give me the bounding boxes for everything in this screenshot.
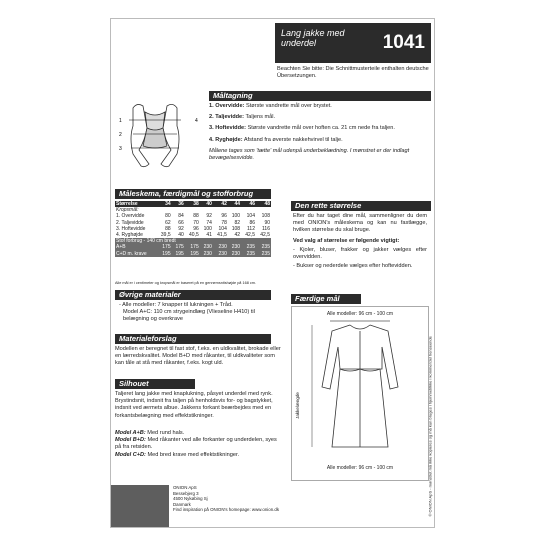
size-cell: 86 bbox=[249, 219, 255, 226]
size-cell: 42,5 bbox=[260, 232, 270, 239]
ovrige-line-1: - Alle modeller: 7 knapper til lukningen + Tråd. bbox=[119, 302, 233, 308]
advice-item: - Bukser og nederdele vælges efter hoftevidden. bbox=[293, 263, 413, 270]
size-header-cell: 46 bbox=[241, 201, 256, 207]
size-header-cell: 34 bbox=[157, 201, 172, 207]
advice-heading: Ved valg af størrelse er følgende vigtigt: bbox=[293, 237, 400, 244]
title-block bbox=[275, 23, 431, 63]
size-cell: 42 bbox=[234, 232, 241, 239]
footer-bar bbox=[111, 485, 169, 528]
silhouet-models bbox=[115, 430, 283, 459]
silhouet-text: Taljeret lang jakke med knaplukning, påsyet underdel med rynk. Brystindsnit, indsnit fra taljen på henholdsvis for- og bagstykket, indsnit ved ærmets albue. Jakkens forkant beærbejdes med en forkantsbelægning med effektstikninger. bbox=[115, 391, 273, 419]
rette-storrelse-heading: Den rette størrelse bbox=[291, 201, 431, 211]
model-text: Med bred krave med effektstikninger. bbox=[147, 451, 240, 458]
size-cell: 235 bbox=[241, 251, 256, 257]
size-cell: 100 bbox=[231, 213, 241, 220]
measure-num: 4. Ryghøjde: bbox=[209, 136, 243, 143]
pattern-number: 1041 bbox=[382, 32, 425, 53]
finished-width-label: Alle modeller: 96 cm - 100 cm bbox=[326, 311, 394, 317]
model-label: Model B+D: bbox=[115, 437, 146, 444]
body-measure-figure bbox=[115, 98, 205, 178]
size-row-label: 3. Hoftevidde bbox=[116, 225, 146, 232]
size-row-label: A+B bbox=[115, 244, 157, 250]
title-line-1: Lang jakke med bbox=[281, 28, 345, 38]
footer-city: 4500 Nykøbing Sj bbox=[173, 496, 208, 502]
footer-company: ONION ApS bbox=[173, 485, 197, 490]
size-cell: 39,5 bbox=[160, 232, 171, 239]
length-label-wrap bbox=[294, 387, 310, 427]
size-header-label: Størrelse bbox=[115, 201, 157, 207]
size-row-label: 2. Taljevidde bbox=[116, 219, 144, 226]
size-cell: 96 bbox=[193, 225, 199, 232]
size-table bbox=[115, 201, 271, 257]
maleskema-heading: Måleskema, færdigmål og stofforbrug bbox=[115, 189, 271, 199]
measure-num: 3. Hoftevidde: bbox=[209, 125, 246, 132]
measure-note: Målene tages som 'tætte' mål udenpå underbeklædning. I mønstret er der indlagt bevægelsesvidde. bbox=[209, 147, 410, 162]
finished-bottom-label: Alle modeller: 96 cm - 100 cm bbox=[326, 465, 394, 471]
size-header-cell: 48 bbox=[256, 201, 271, 207]
size-cell: 80 bbox=[165, 213, 171, 220]
size-cell: 230 bbox=[228, 251, 241, 257]
model-line bbox=[115, 437, 283, 451]
size-cell: 74 bbox=[206, 219, 212, 226]
size-cell: 40,5 bbox=[189, 232, 199, 239]
size-row-label: C+D m. krave bbox=[115, 251, 157, 257]
size-cell: 92 bbox=[178, 225, 184, 232]
size-cell: 108 bbox=[261, 213, 270, 220]
german-note: Beachten Sie bitte: Die Schnittmusterteile enthalten deutsche Übersetzungen. bbox=[277, 66, 429, 79]
size-cell: 82 bbox=[234, 219, 241, 226]
size-cell: 100 bbox=[203, 225, 212, 232]
pattern-sheet bbox=[110, 18, 435, 528]
size-cell: 96 bbox=[221, 213, 227, 220]
materialeforslag-text: Modellen er beregnet til fast stof, f.eks. en uldkvalitet, brokade eller en lærredskvalitet. Model B+D med råkanter, til uldkvaliteter som kan tåle at stå med råkanter, f.eks. kogt uld. bbox=[115, 346, 281, 367]
size-cell: 235 bbox=[241, 244, 256, 250]
footer-country: Danmark bbox=[173, 501, 191, 507]
size-cell: 230 bbox=[200, 244, 213, 250]
ovrige-body bbox=[119, 302, 279, 324]
size-row bbox=[115, 213, 271, 219]
size-header-cell: 42 bbox=[213, 201, 228, 207]
size-cell: 41 bbox=[206, 232, 212, 239]
size-cell: 104 bbox=[218, 225, 227, 232]
size-cell: 66 bbox=[178, 219, 184, 226]
length-label: Jakkelængde bbox=[294, 392, 300, 419]
kropsmal-label: Kropsmål: bbox=[116, 207, 139, 214]
size-header-cell: 36 bbox=[172, 201, 185, 207]
figure-label-4: 4 bbox=[195, 118, 198, 124]
size-table-wrap bbox=[115, 201, 271, 257]
size-cell: 230 bbox=[213, 251, 228, 257]
advice-item: - Kjoler, bluser, frakker og jakker vælges efter overvidden. bbox=[293, 246, 427, 261]
ovrige-heading: Øvrige materialer bbox=[115, 290, 271, 300]
measure-item bbox=[209, 125, 431, 132]
measure-num: 1. Overvidde: bbox=[209, 103, 245, 109]
pattern-title bbox=[281, 28, 371, 48]
figure-label-2: 2 bbox=[119, 132, 122, 138]
size-cell: 78 bbox=[221, 219, 227, 226]
size-cell: 70 bbox=[193, 219, 199, 226]
model-line bbox=[115, 452, 283, 459]
ovrige-line-2: Model A+C: 110 cm strygeindlæg (Vlieseline H410) til belægning og overkrave bbox=[123, 309, 255, 323]
size-cell: 88 bbox=[193, 213, 199, 220]
size-cell: 230 bbox=[200, 251, 213, 257]
size-cell: 195 bbox=[185, 251, 200, 257]
rette-storrelse-text: Efter du har taget dine mål, sammenligner du dem med ONION's måleskema og kan nu fastlægge, hvilken størrelse du skal bruge. bbox=[293, 213, 427, 234]
finished-dress-box bbox=[291, 306, 429, 481]
size-row-label: 4. Ryghøjde bbox=[116, 232, 143, 239]
measure-text: Største vandrette mål over brystet. bbox=[246, 103, 332, 109]
size-cell: 90 bbox=[264, 219, 270, 226]
fabric-label: Stof forbrug - 140 cm bredt bbox=[115, 238, 271, 244]
faerdige-mal-heading: Færdige mål bbox=[291, 294, 361, 304]
size-cell: 84 bbox=[178, 213, 184, 220]
size-cell: 112 bbox=[247, 225, 255, 232]
measure-text: Taljens mål. bbox=[245, 114, 276, 121]
size-cell: 230 bbox=[228, 244, 241, 250]
size-cell: 195 bbox=[172, 251, 185, 257]
copyright-text: © ONION ApS - mønstret må ikke kopieres og må kun bruges i hjemmet/ikke i kommerciel henseende bbox=[427, 336, 433, 517]
model-text: Med råkanter ved alle forkanter og underdelen, syes på fra retsiden. bbox=[115, 437, 277, 451]
dress-drawing bbox=[292, 307, 428, 480]
measure-list bbox=[209, 103, 431, 166]
measure-item bbox=[209, 137, 431, 144]
footer-web: Find inspiration på ONION's homepage: www.onion.dk bbox=[173, 507, 280, 513]
size-header-cell: 38 bbox=[185, 201, 200, 207]
size-cell: 40 bbox=[178, 232, 184, 239]
size-cell: 175 bbox=[157, 244, 172, 250]
figure-label-3: 3 bbox=[119, 146, 122, 152]
size-cell: 175 bbox=[185, 244, 200, 250]
table-footnote: Alle mål er i centimeter og kropsmål er baseret på en gennemsnitshøjde på 168 cm. bbox=[115, 281, 256, 285]
size-cell: 62 bbox=[165, 219, 171, 226]
size-cell: 195 bbox=[157, 251, 172, 257]
maltagning-heading: Måltagning bbox=[209, 91, 431, 101]
measure-num: 2. Taljevidde: bbox=[209, 114, 245, 121]
model-label: Model C+D: bbox=[115, 451, 146, 458]
model-text: Med rund hals. bbox=[147, 430, 185, 436]
size-cell: 88 bbox=[165, 225, 171, 232]
size-cell: 41,5 bbox=[217, 232, 227, 239]
size-cell: 175 bbox=[172, 244, 185, 250]
silhouet-heading: Silhouet bbox=[115, 379, 195, 389]
model-label: Model A+B: bbox=[115, 430, 146, 436]
rette-storrelse-body bbox=[293, 213, 427, 270]
title-line-2: underdel bbox=[281, 38, 317, 48]
size-cell: 108 bbox=[231, 225, 241, 232]
footer-address bbox=[173, 485, 323, 513]
size-cell: 92 bbox=[206, 213, 212, 220]
measure-item bbox=[209, 114, 431, 121]
materialeforslag-heading: Materialeforslag bbox=[115, 334, 271, 344]
measure-text: Største vandrette mål over hoften ca. 21 cm nede fra taljen. bbox=[247, 125, 395, 132]
copyright-side bbox=[423, 287, 431, 517]
size-cell: 104 bbox=[246, 213, 255, 220]
size-cell: 42,5 bbox=[245, 232, 255, 239]
measure-item bbox=[209, 103, 431, 110]
size-cell: 116 bbox=[262, 225, 270, 232]
size-header-cell: 44 bbox=[228, 201, 241, 207]
size-cell: 230 bbox=[213, 244, 228, 250]
measure-text: Afstand fra øverste nakkehvirvel til talje. bbox=[243, 136, 343, 143]
size-row bbox=[115, 251, 271, 257]
size-cell: 235 bbox=[256, 244, 271, 250]
size-row-label: 1. Overvidde bbox=[116, 213, 145, 220]
footer-street: Bessebjerg 3 bbox=[173, 490, 199, 496]
size-header-cell: 40 bbox=[200, 201, 213, 207]
figure-label-1: 1 bbox=[119, 118, 122, 124]
size-cell: 235 bbox=[256, 251, 271, 257]
